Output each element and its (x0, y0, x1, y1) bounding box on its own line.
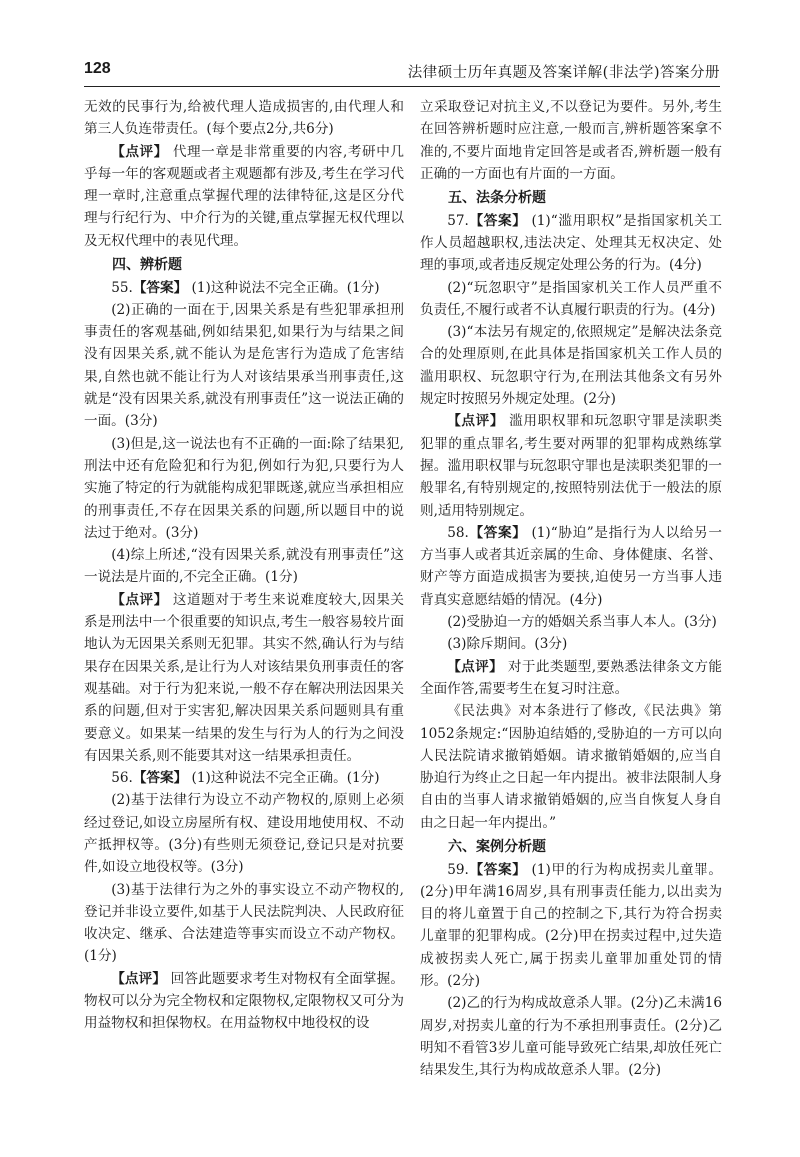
question-number: 58. (447, 524, 469, 541)
left-column (84, 96, 404, 1035)
answer-paragraph (420, 522, 722, 611)
comment-paragraph (84, 968, 404, 1035)
paragraph-text: (2)“玩忽职守”是指国家机关工作人员严重不负责任,不履行或者不认真履行职责的行为。(4分) (420, 279, 722, 318)
body-paragraph (420, 633, 722, 655)
body-paragraph (420, 992, 722, 1081)
paragraph-text: 立采取登记对抗主义,不以登记为要件。另外,考生在回答辨析题时应注意,一般而言,辨析题答案拿不准的,不要片面地肯定回答是或者否,辨析题一般有正确的一方面也有片面的一方面。 (420, 99, 722, 182)
paragraph-text: 无效的民事行为,给被代理人造成损害的,由代理人和第三人负连带责任。(每个要点2分,共6分) (84, 99, 404, 138)
paragraph-text: (3)除斥期间。(3分) (447, 636, 568, 653)
answer-paragraph (420, 210, 722, 277)
section-heading: 六、案例分析题 (448, 839, 546, 855)
paragraph-text: 回答此题要求考生对物权有全面掌握。物权可以分为完全物权和定限物权,定限物权又可分为用益物权和担保物权。在用益物权中地役权的设 (84, 970, 404, 1032)
right-column (420, 96, 722, 1081)
page-header (84, 52, 720, 87)
running-title: 法律硕士历年真题及答案详解(非法学)答案分册 (407, 65, 720, 81)
paragraph-tag: 【答案】 (132, 770, 188, 787)
body-paragraph (84, 96, 404, 141)
comment-paragraph (420, 656, 722, 701)
paragraph-text: (2)基于法律行为设立不动产物权的,原则上必须经过登记,如设立房屋所有权、建设用地使用权、不动产抵押权等。(3分)有些则无须登记,登记只是对抗要件,如设立地役权等。(3分) (84, 792, 404, 876)
answer-paragraph (420, 859, 722, 993)
paragraph-text: 对于此类题型,要熟悉法律条文方能全面作答,需要考生在复习时注意。 (420, 658, 722, 697)
paragraph-text: (2)正确的一面在于,因果关系是有些犯罪承担刑事责任的客观基础,例如结果犯,如果行为与结果之间没有因果关系,就不能认为是危害行为造成了危害结果,自然也就不能让行为人对该结果承当刑事责任,这就是“没有因果关系,就没有刑事责任”这一说法正确的一面。(3分) (84, 301, 404, 430)
comment-paragraph (84, 589, 404, 767)
paragraph-tag: 【点评】 (447, 413, 505, 430)
paragraph-text: (1)“胁迫”是指行为人以给另一方当事人或者其近亲属的生命、身体健康、名誉、财产等方面造成损害为要挟,迫使另一方当事人违背真实意愿结婚的情况。(4分) (420, 524, 723, 608)
comment-paragraph (84, 141, 404, 252)
body-paragraph (84, 544, 404, 589)
paragraph-tag: 【答案】 (132, 279, 188, 296)
body-paragraph (420, 321, 722, 410)
paragraph-text: (2)受胁迫一方的婚姻关系当事人本人。(3分) (447, 614, 717, 631)
paragraph-tag: 【答案】 (468, 861, 527, 878)
page-number: 128 (84, 60, 111, 77)
body-paragraph (84, 879, 404, 968)
body-paragraph (420, 700, 722, 834)
answer-paragraph (84, 767, 404, 789)
paragraph-text: 《民法典》对本条进行了修改,《民法典》第1052条规定:“因胁迫结婚的,受胁迫的一方可以向人民法院请求撤销婚姻。请求撤销婚姻的,应当自胁迫行为终止之日起一年内提出。被非法限制人身自由的当事人请求撤销婚姻的,应当自恢复人身自由之日起一年内提出。” (420, 703, 722, 831)
paragraph-text: 滥用职权罪和玩忽职守罪是渎职类犯罪的重点罪名,考生要对两罪的犯罪构成熟练掌握。滥用职权罪与玩忽职守罪也是渎职类犯罪的一般罪名,有特别规定的,按照特别法优于一般法的原则,适用特别规定。 (420, 413, 723, 519)
paragraph-text: (2)乙的行为构成故意杀人罪。(2分)乙未满16周岁,对拐卖儿童的行为不承担刑事责任。(2分)乙明知不看管3岁儿童可能导致死亡结果,却放任死亡结果发生,其行为构成故意杀人罪。(2分) (420, 995, 722, 1079)
paragraph-tag: 【答案】 (468, 212, 527, 229)
paragraph-tag: 【答案】 (468, 524, 527, 541)
body-paragraph (84, 433, 404, 544)
paragraph-text: (4)综上所述,“没有因果关系,就没有刑事责任”这一说法是片面的,不完全正确。(1分) (84, 547, 404, 586)
paragraph-text: (1)甲的行为构成拐卖儿童罪。(2分)甲年满16周岁,具有刑事责任能力,以出卖为目的将儿童置于自己的控制之下,其行为符合拐卖儿童罪的犯罪构成。(2分)甲在拐卖过程中,过失造成被拐卖人死亡,属于拐卖儿童罪加重处罚的情形。(2分) (420, 861, 722, 989)
paragraph-tag: 【点评】 (111, 591, 168, 608)
body-paragraph (420, 611, 722, 633)
paragraph-text: (1)这种说法不完全正确。(1分) (191, 770, 380, 787)
section-heading: 四、辨析题 (112, 257, 182, 274)
question-number: 57. (447, 212, 469, 229)
body-paragraph (420, 96, 722, 185)
comment-paragraph (420, 410, 722, 521)
paragraph-tag: 【点评】 (111, 143, 168, 160)
section-heading: 五、法条分析题 (448, 190, 546, 207)
paragraph-text: (3)“本法另有规定的,依照规定”是解决法条竞合的处理原则,在此具体是指国家机关工作人员的滥用职权、玩忽职守行为,在刑法其他条文有另外规定时按照另外规定处理。(2分) (420, 324, 722, 408)
question-number: 55. (111, 279, 133, 296)
answer-paragraph (84, 277, 404, 299)
question-number: 59. (447, 861, 469, 878)
paragraph-text: (3)基于法律行为之外的事实设立不动产物权的,登记并非设立要件,如基于人民法院判决、人民政府征收决定、继承、合法建造等事实而设立不动产物权。(1分) (84, 881, 404, 965)
paragraph-text: (1)“滥用职权”是指国家机关工作人员超越职权,违法决定、处理其无权决定、处理的事项,或者违反规定处理公务的行为。(4分) (420, 212, 723, 274)
question-number: 56. (111, 770, 133, 787)
body-paragraph (420, 277, 722, 322)
paragraph-tag: 【点评】 (447, 658, 504, 675)
paragraph-text: 代理一章是非常重要的内容,考研中几乎每一年的客观题或者主观题都有涉及,考生在学习代理一章时,注意重点掌握代理的法律特征,这是区分代理与行纪行为、中介行为的关键,重点掌握无权代理以及无权代理中的表见代理。 (84, 143, 404, 249)
paragraph-text: 这道题对于考生来说难度较大,因果关系是刑法中一个很重要的知识点,考生一般容易较片面地认为无因果关系则无犯罪。其实不然,确认行为与结果存在因果关系,是让行为人对该结果负刑事责任的客观基础。对于行为犯来说,一般不存在解决刑法因果关系的问题,但对于实害犯,解决因果关系问题则具有重要意义。如果某一结果的发生与行为人的行为之间没有因果关系,则不能要其对这一结果承担责任。 (84, 591, 404, 764)
body-paragraph (84, 299, 404, 433)
body-paragraph (84, 789, 404, 878)
paragraph-text: (1)这种说法不完全正确。(1分) (191, 279, 380, 296)
paragraph-text: (3)但是,这一说法也有不正确的一面:除了结果犯,刑法中还有危险犯和行为犯,例如行为犯,只要行为人实施了特定的行为就能构成犯罪既遂,就应当承担相应的刑事责任,不存在因果关系的问题,所以题目中的说法过于绝对。(3分) (84, 435, 404, 541)
paragraph-tag: 【点评】 (111, 970, 167, 987)
